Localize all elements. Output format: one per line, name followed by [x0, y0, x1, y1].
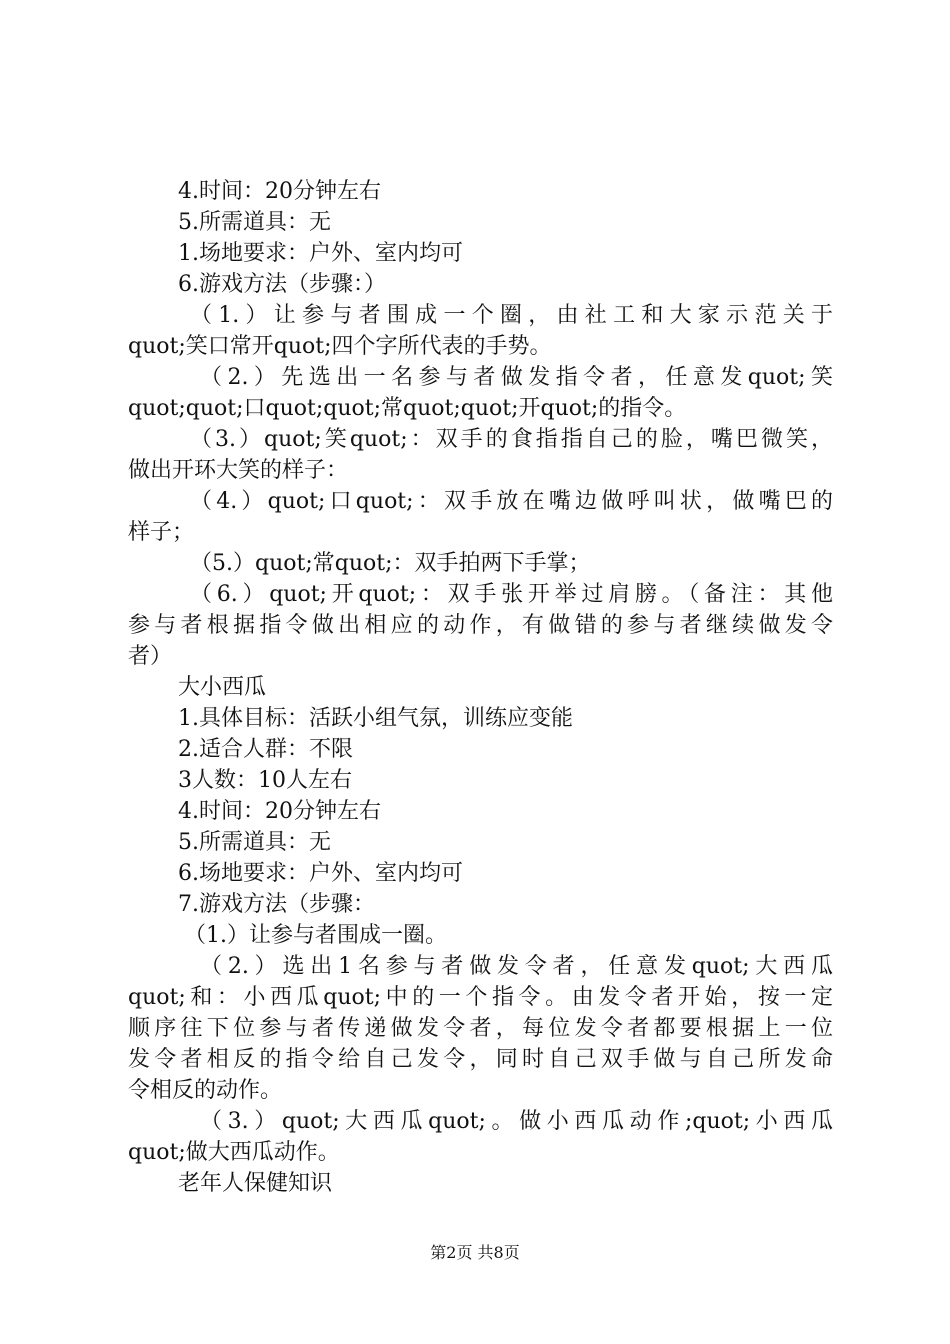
text-line: quot;做大西瓜动作。 — [128, 1140, 340, 1165]
text-line: 2.适合人群：不限 — [178, 737, 353, 762]
text-line: 顺序往下位参与者传递做发令者，每位发令者都要根据上一位 — [128, 1016, 833, 1041]
document-body — [128, 176, 833, 1199]
text-line: （4.）quot;口quot;：双手放在嘴边做呼叫状，做嘴巴的 — [190, 489, 833, 514]
text-line: 令相反的动作。 — [128, 1078, 283, 1103]
text-line: （3.）quot;笑quot;：双手的食指指自己的脸，嘴巴微笑， — [190, 427, 833, 452]
section-title: 老年人保健知识 — [178, 1171, 333, 1196]
text-line: 发令者相反的指令给自己发令，同时自己双手做与自己所发命 — [128, 1047, 833, 1072]
text-line: quot;笑口常开quot;四个字所代表的手势。 — [128, 334, 552, 359]
text-line: （2.）先选出一名参与者做发指令者，任意发quot;笑 — [200, 365, 833, 390]
text-line: 1.场地要求：户外、室内均可 — [178, 241, 463, 266]
text-line: 5.所需道具：无 — [178, 830, 331, 855]
text-line: quot;和：小西瓜quot;中的一个指令。由发令者开始，按一定 — [128, 985, 833, 1010]
text-line: （3.）quot;大西瓜quot;。做小西瓜动作;quot;小西瓜 — [200, 1109, 833, 1134]
text-line: （1.）让参与者围成一个圈，由社工和大家示范关于 — [190, 303, 833, 328]
text-line: 做出开环大笑的样子： — [128, 458, 349, 483]
text-line: quot;quot;口quot;quot;常quot;quot;开quot;的指令。 — [128, 396, 687, 421]
text-line: 4.时间：20分钟左右 — [178, 799, 381, 824]
text-line: （6.）quot;开quot;：双手张开举过肩膀。（备注：其他 — [190, 582, 833, 607]
text-line: 6.游戏方法（步骤：） — [178, 272, 386, 297]
text-line: （1.）让参与者围成一圈。 — [184, 923, 447, 948]
text-line: 样子； — [128, 520, 195, 545]
section-title: 大小西瓜 — [178, 675, 267, 700]
text-line: 1.具体目标：活跃小组气氛，训练应变能 — [178, 706, 573, 731]
text-line: 3人数：10人左右 — [178, 768, 352, 793]
text-line: 者） — [128, 644, 173, 669]
page-footer: 第2页 共8页 — [430, 1243, 520, 1262]
text-line: （5.）quot;常quot;：双手拍两下手掌； — [190, 551, 591, 576]
text-line: 7.游戏方法（步骤： — [178, 892, 375, 917]
text-line: 5.所需道具：无 — [178, 210, 331, 235]
text-line: 参与者根据指令做出相应的动作，有做错的参与者继续做发令 — [128, 613, 833, 638]
text-line: 6.场地要求：户外、室内均可 — [178, 861, 463, 886]
text-line: （2.）选出1名参与者做发令者，任意发quot;大西瓜 — [200, 954, 833, 979]
text-line: 4.时间：20分钟左右 — [178, 179, 381, 204]
